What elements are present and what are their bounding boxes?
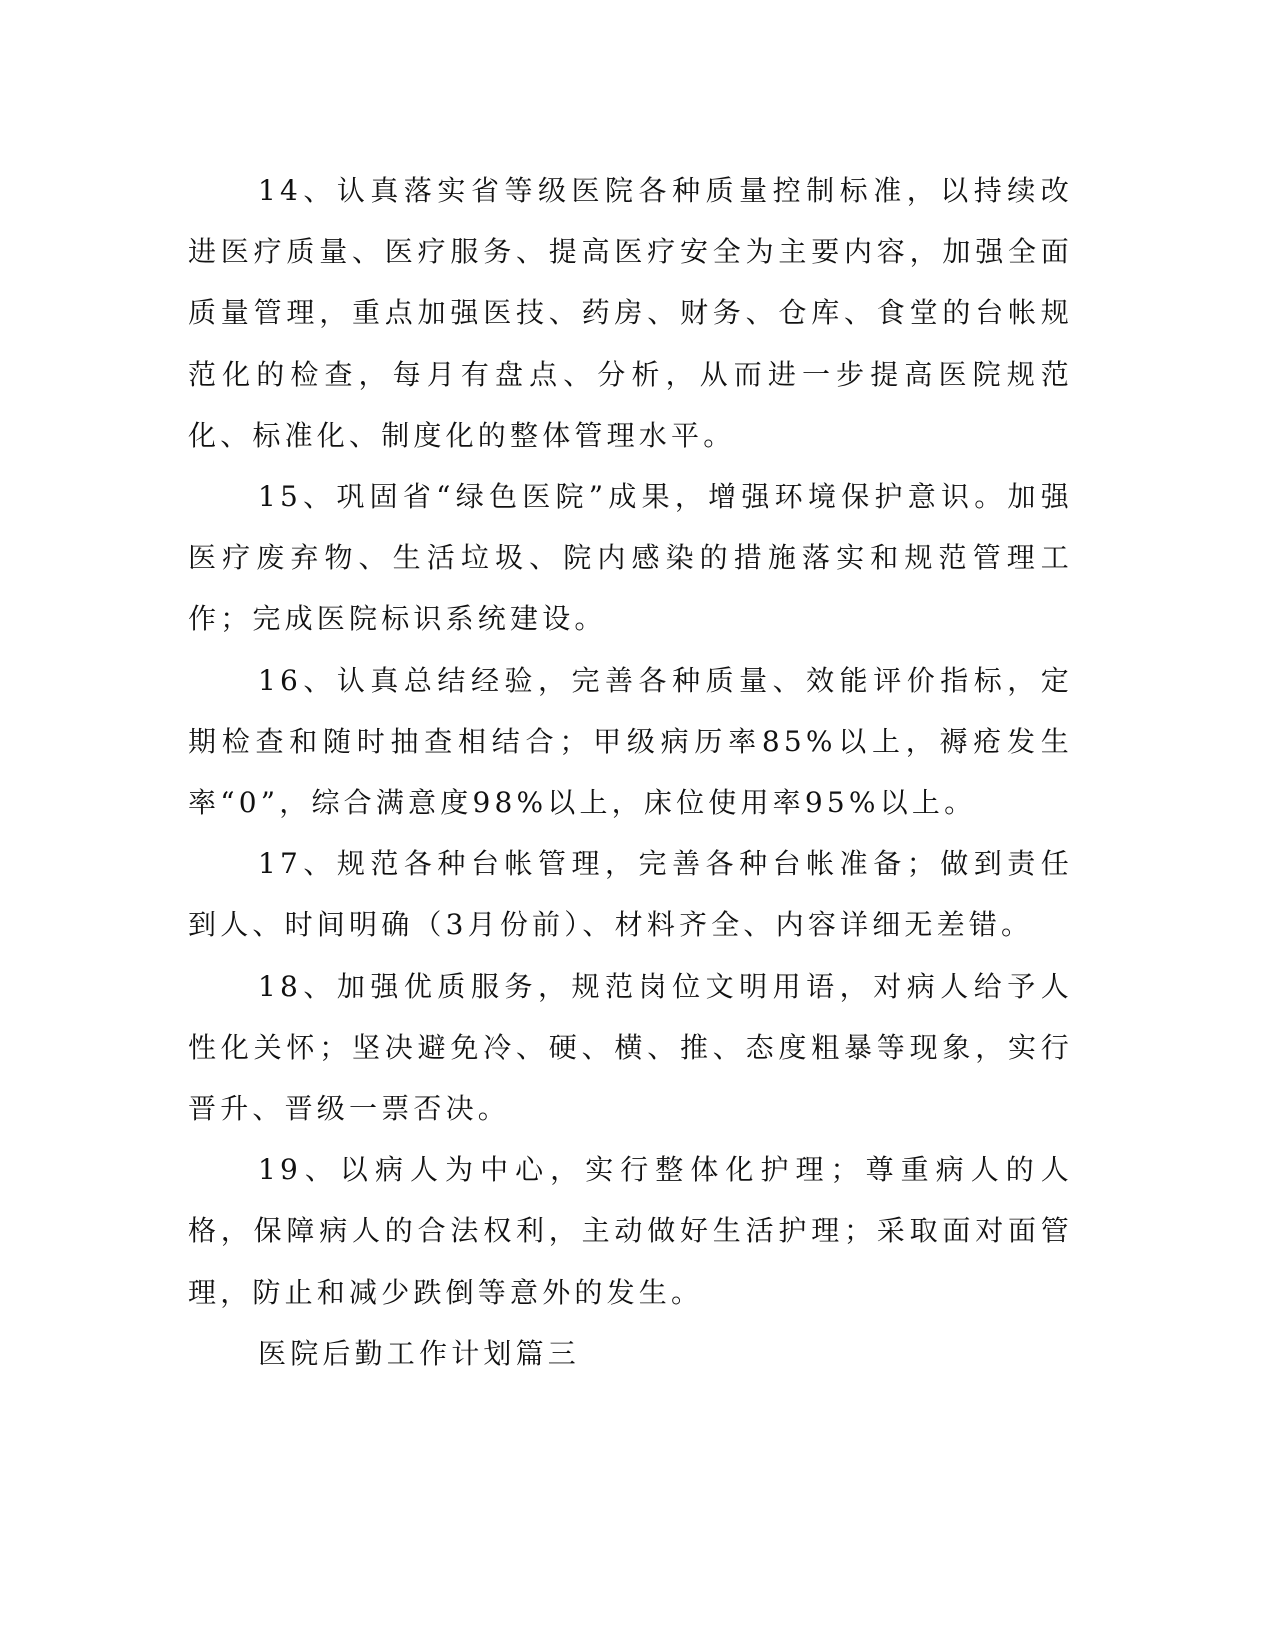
- paragraph-item-16: 16、认真总结经验，完善各种质量、效能评价指标，定期检查和随时抽查相结合；甲级病历率85%以上，褥疮发生率“0”，综合满意度98%以上，床位使用率95%以上。: [188, 663, 1073, 820]
- document-body: [188, 160, 1073, 1384]
- paragraph-item-15: 15、巩固省“绿色医院”成果，增强环境保护意识。加强医疗废弃物、生活垃圾、院内感染的措施落实和规范管理工作；完成医院标识系统建设。: [188, 480, 1073, 636]
- paragraph-item-19: 19、以病人为中心，实行整体化护理；尊重病人的人格，保障病人的合法权利，主动做好生活护理；采取面对面管理，防止和减少跌倒等意外的发生。: [188, 1153, 1073, 1309]
- paragraph-item-14: 14、认真落实省等级医院各种质量控制标准，以持续改进医疗质量、医疗服务、提高医疗安全为主要内容，加强全面质量管理，重点加强医技、药房、财务、仓库、食堂的台帐规范化的检查，每月有盘点、分析，从而进一步提高医院规范化、标准化、制度化的整体管理水平。: [188, 174, 1073, 452]
- paragraph-item-17: 17、规范各种台帐管理，完善各种台帐准备；做到责任到人、时间明确（3月份前）、材料齐全、内容详细无差错。: [188, 847, 1073, 942]
- section-heading: 医院后勤工作计划篇三: [258, 1336, 581, 1370]
- paragraph-item-18: 18、加强优质服务，规范岗位文明用语，对病人给予人性化关怀；坚决避免冷、硬、横、推、态度粗暴等现象，实行晋升、晋级一票否决。: [188, 969, 1073, 1126]
